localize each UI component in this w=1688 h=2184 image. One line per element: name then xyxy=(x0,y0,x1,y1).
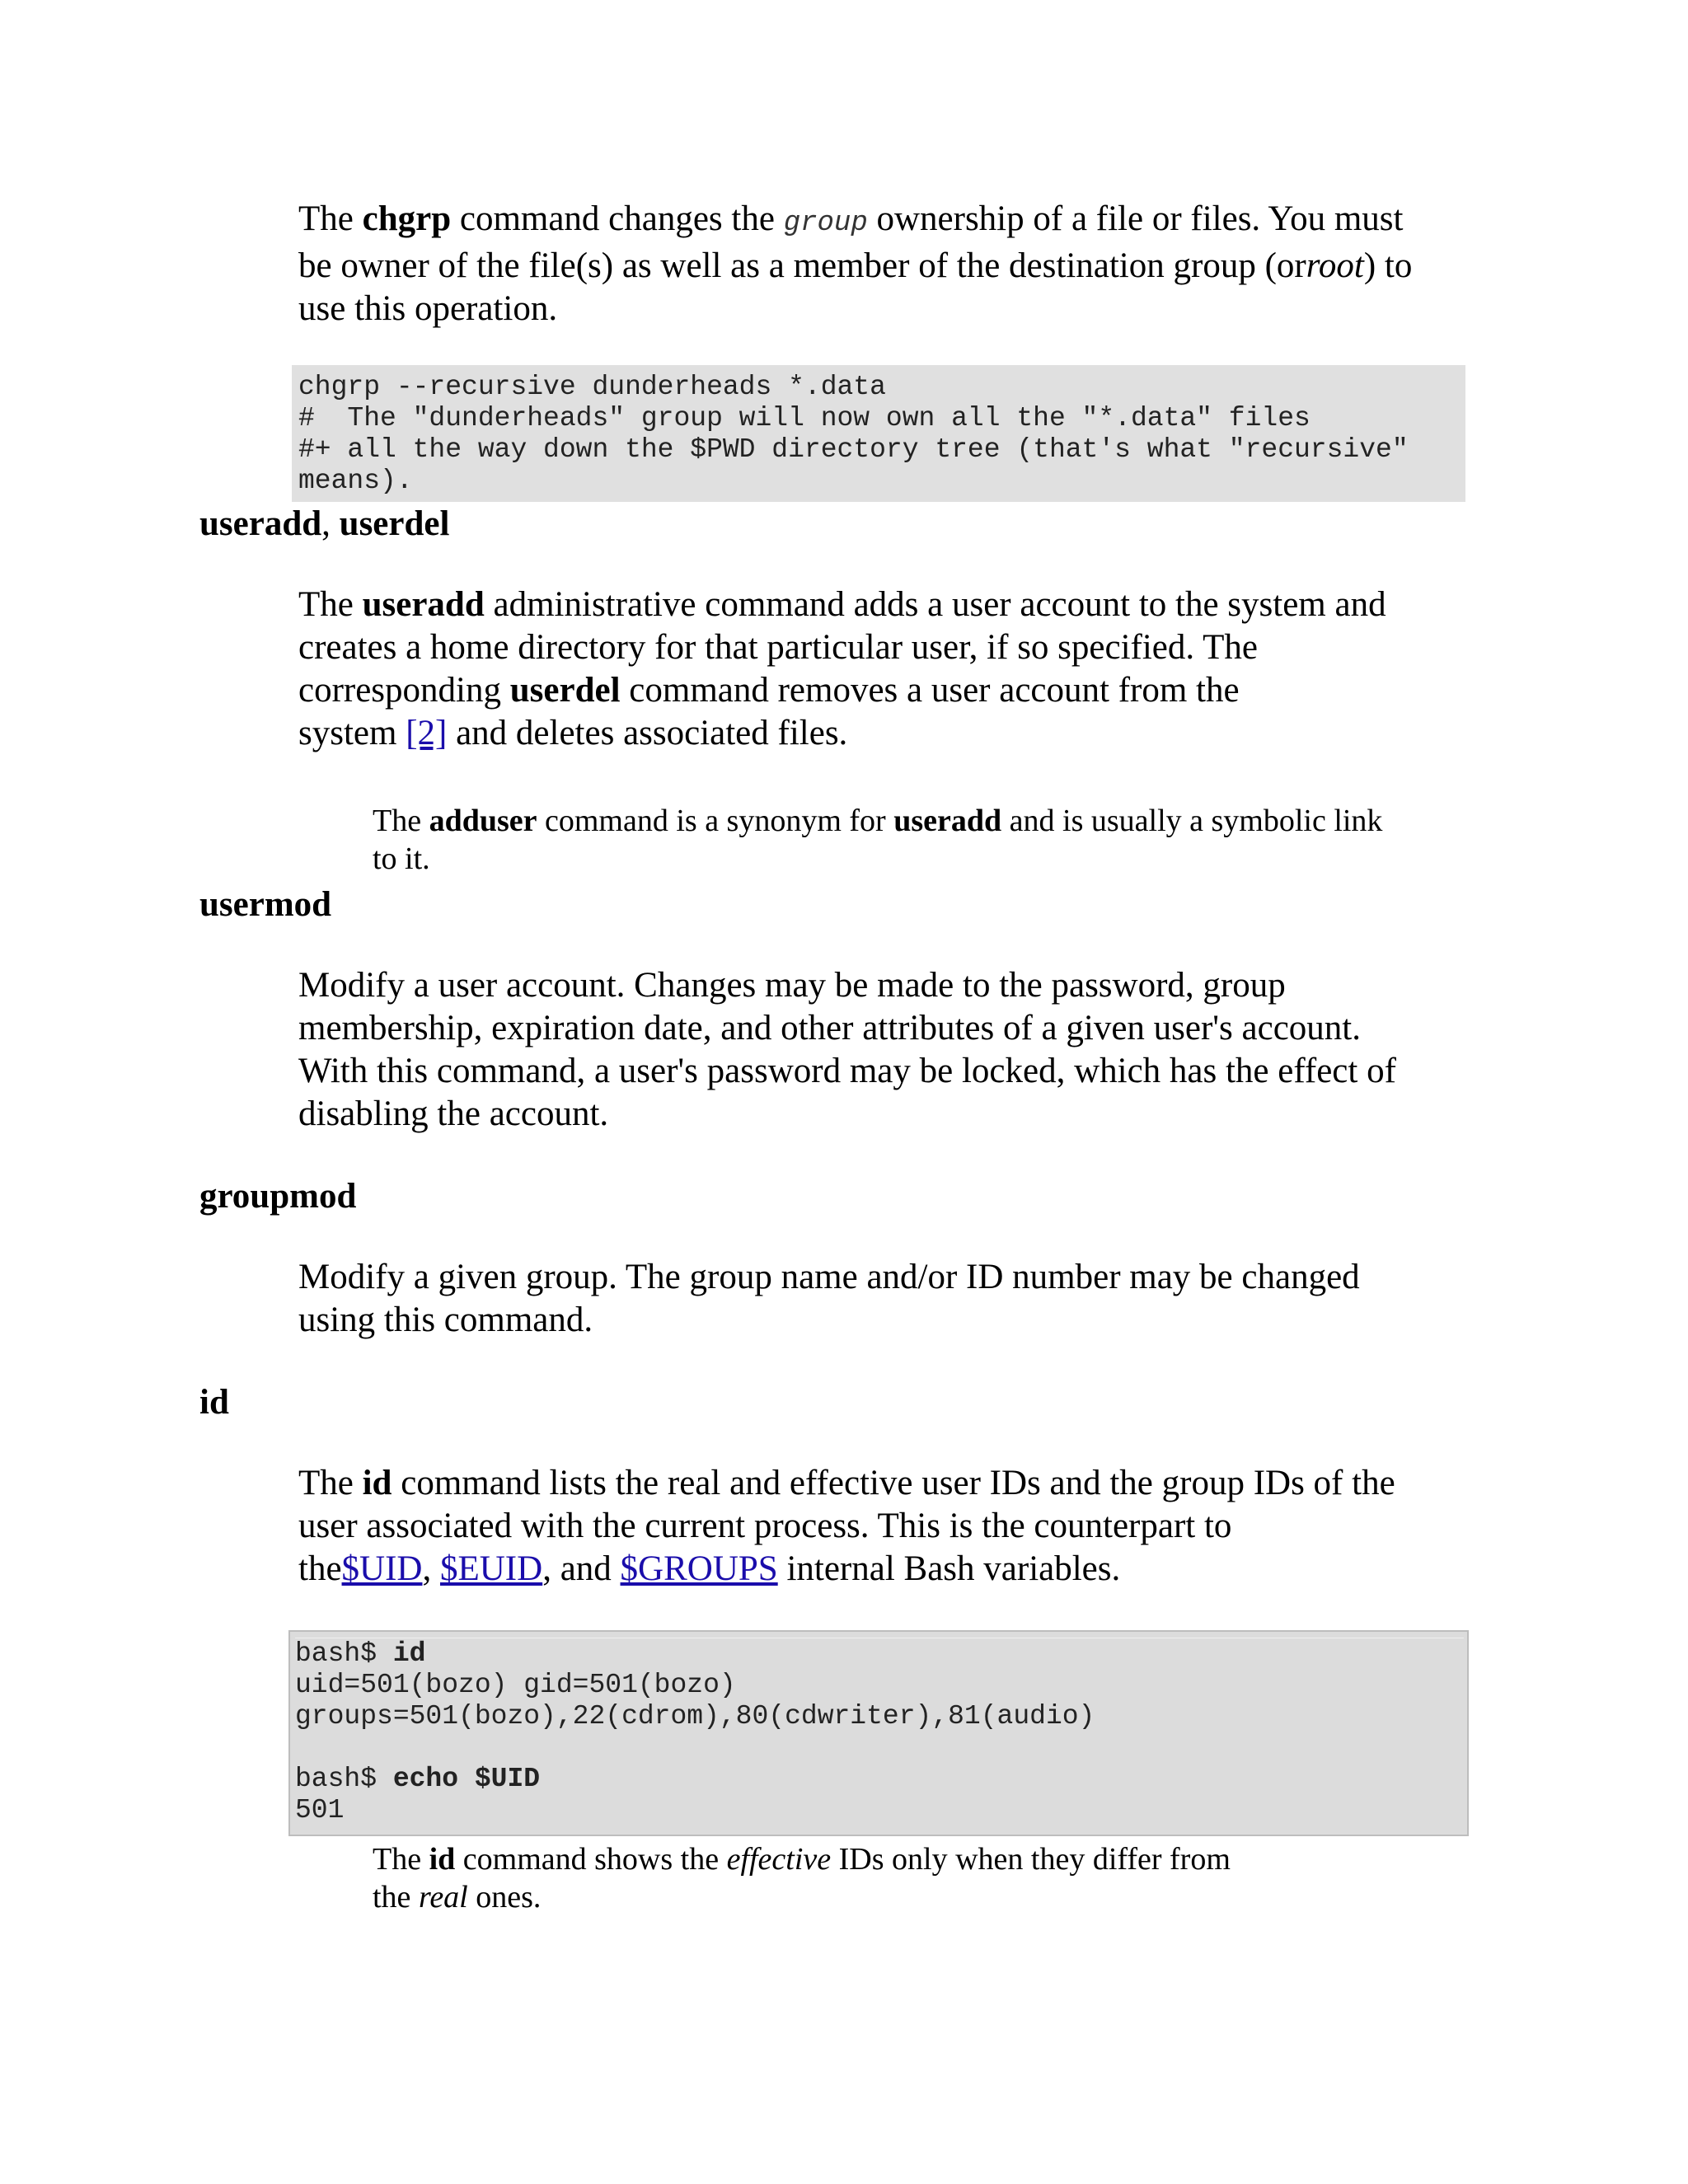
euid-variable-link[interactable]: $EUID xyxy=(439,1549,543,1588)
term-usermod: usermod xyxy=(199,885,332,924)
id-note: The id command shows the effective IDs only when they differ from the real ones. xyxy=(373,1842,1231,1915)
chgrp-command: chgrp xyxy=(362,199,452,238)
chgrp-code-block xyxy=(292,365,1465,502)
real-term: real xyxy=(418,1880,468,1915)
chgrp-description: The chgrp command changes the group ownership of a file or files. You must be owner of the file(s) as well as a member of the destination group (orroot) to use this operation. xyxy=(298,199,1413,328)
term-id: id xyxy=(199,1383,229,1422)
code-line: # The "dunderheads" group will now own all the "*.data" files xyxy=(298,403,1311,434)
usermod-description: Modify a user account. Changes may be made to the password, group membership, expiration date, and other attributes of a given user's account. With this command, a user's password may be locked, which has the effect of disabling the account. xyxy=(298,966,1396,1133)
code-line: groups=501(bozo),22(cdrom),80(cdwriter),81(audio) xyxy=(295,1701,1095,1732)
id-command-ref: id xyxy=(429,1842,456,1877)
term-groupmod: groupmod xyxy=(199,1177,357,1216)
code-line: 501 xyxy=(295,1795,345,1825)
uid-variable-link[interactable]: $UID xyxy=(341,1549,423,1588)
useradd-command: useradd xyxy=(362,585,485,624)
userdel-command: userdel xyxy=(509,671,621,710)
id-command: id xyxy=(362,1464,392,1502)
root-term: root xyxy=(1306,246,1364,285)
code-line: means). xyxy=(298,466,413,496)
useradd-command-ref: useradd xyxy=(893,804,1002,838)
groupmod-description: Modify a given group. The group name and/or ID number may be changed using this command. xyxy=(298,1258,1360,1339)
code-line: #+ all the way down the $PWD directory tree (that's what "recursive" xyxy=(298,434,1409,465)
adduser-note: The adduser command is a synonym for useradd and is usually a symbolic link to it. xyxy=(373,804,1383,876)
group-term: group xyxy=(783,208,868,239)
code-line: bash$ echo $UID xyxy=(295,1764,541,1794)
code-blank-line xyxy=(295,1732,1464,1764)
footnote-link-2[interactable]: [2] xyxy=(406,714,448,752)
code-line: chgrp --recursive dunderheads *.data xyxy=(298,372,886,402)
id-code-block xyxy=(288,1630,1469,1836)
code-line: bash$ id xyxy=(295,1638,426,1669)
id-description: The id command lists the real and effective user IDs and the group IDs of the user associated with the current process. This is the counterpart to the$UID, $EUID, and $GROUPS internal Bash variables. xyxy=(298,1464,1395,1588)
groups-variable-link[interactable]: $GROUPS xyxy=(620,1549,778,1588)
code-line: uid=501(bozo) gid=501(bozo) xyxy=(295,1670,736,1700)
term-useradd-userdel: useradd, userdel xyxy=(199,504,450,543)
adduser-command: adduser xyxy=(429,804,537,838)
useradd-description: The useradd administrative command adds a user account to the system and creates a home directory for that particular user, if so specified. The corresponding userdel command removes a user account from the system [2] and deletes associated files. xyxy=(298,585,1386,752)
effective-term: effective xyxy=(726,1842,832,1877)
